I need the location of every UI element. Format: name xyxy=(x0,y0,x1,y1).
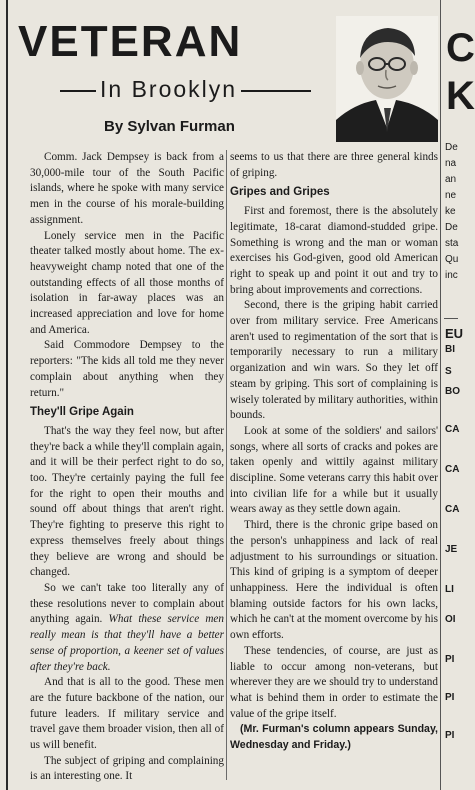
right-column-rule xyxy=(440,0,441,790)
adjacent-article-edge xyxy=(444,0,475,790)
column-credit: (Mr. Furman's column appears Sunday, Wednesday and Friday.) xyxy=(230,723,438,752)
adjacent-text-fragment: CA xyxy=(445,504,460,515)
adjacent-text-fragment: PI xyxy=(445,730,455,741)
paragraph: The subject of griping and complaining is an interesting one. It xyxy=(30,754,224,783)
adjacent-headline-glyph: K xyxy=(446,74,475,118)
paragraph: First and foremost, there is the absolutely legitimate, 18-carat diamond-studded gripe. Something is wrong and the man or woman exercises his God-given, good old American right to speak up and point it out and try to bring about improvements and corrections. xyxy=(230,205,438,296)
adjacent-text-fragment: De xyxy=(445,222,458,233)
paragraph: Look at some of the soldiers' and sailors' songs, where all sorts of cracks and pokes are taken openly and wittily against military discipline. Some veterans carry this habit over into civilian life for a while but it usually wears away as they settle down again. xyxy=(230,424,438,516)
paragraph: seems to us that there are three general kinds of griping. xyxy=(230,151,438,179)
byline: By Sylvan Furman xyxy=(104,118,235,135)
adjacent-text-fragment: CA xyxy=(445,424,460,435)
paragraph: That's the way they feel now, but after they're back a while they'll complain again, and it will be their perfect right to do so, too. They're certainly paying the full fee for the right to open their mouths and sound off about things that aren't right. They're fighting to preserve this right to express themselves freely about things they believe are wrong and should be changed. xyxy=(30,424,224,579)
adjacent-text-fragment: JE xyxy=(445,544,458,555)
paragraph: Said Commodore Dempsey to the reporters: "The kids all told me they never complain about anything when they return." xyxy=(30,339,224,399)
adjacent-text-fragment: PI xyxy=(445,692,455,703)
adjacent-text-fragment: EU xyxy=(445,326,464,341)
paragraph-text: So we can't take too literally any of these resolutions never to complain about anything again. xyxy=(30,581,224,626)
adjacent-text-fragment: an xyxy=(445,174,457,185)
adjacent-text-fragment: sta xyxy=(445,238,459,249)
paragraph: Third, there is the chronic gripe based on the person's unhappiness and lack of real adjustment to his surroundings or situation. This kind of griping is a symptom of deeper unhappiness. Here the individual is often blaming outside factors for his own lacks, which he can't at the moment overcome by his own efforts. xyxy=(230,519,438,642)
paragraph: And that is all to the good. These men are the future backbone of the nation, our future leaders. If military service and travel gave them broader vision, then all of us will benefit. xyxy=(30,676,224,752)
adjacent-text-fragment: ne xyxy=(445,190,457,201)
subhead xyxy=(60,76,311,103)
headline: VETERAN xyxy=(18,17,243,66)
adjacent-text-fragment: PI xyxy=(445,654,455,665)
paragraph: These tendencies, of course, are just as liable to occur among non-veterans, but wherever they are we should try to understand what is behind them in order to estimate the value of the gripe itself. xyxy=(230,644,438,720)
adjacent-text-fragment: S xyxy=(445,366,452,377)
paragraph xyxy=(30,581,224,675)
article-column-right xyxy=(230,150,438,754)
paragraph: Second, there is the griping habit carried over from military service. Free Americans aren't used to regimentation of the sort that is temporarily necessary to run a military organization and win wars. So they let off steam by griping. This sort of complaining is wisely tolerated by military authorities, within bounds. xyxy=(230,299,438,422)
adjacent-text-fragment: na xyxy=(445,158,457,169)
left-column-rule xyxy=(6,0,8,790)
adjacent-text-fragment: OI xyxy=(445,614,456,625)
paragraph: Comm. Jack Dempsey is back from a 30,000-mile tour of the South Pacific islands, where he spoke with many service men in the course of his morale-building assignment. xyxy=(30,151,224,226)
author-portrait xyxy=(336,16,438,142)
section-subhead: They'll Gripe Again xyxy=(30,406,134,419)
author-portrait-drawing xyxy=(336,16,438,142)
subhead-rule-right xyxy=(241,90,311,92)
adjacent-text-fragment: BI xyxy=(445,344,455,355)
adjacent-text-fragment: inc xyxy=(445,270,458,281)
section-subhead: Gripes and Gripes xyxy=(230,186,330,199)
adjacent-text-fragment: CA xyxy=(445,464,460,475)
adjacent-text-fragment: Qu xyxy=(445,254,459,265)
paragraph: Lonely service men in the Pacific theater talked mostly about home. The ex-heavyweight champ noted that one of the outstanding effects of all those months of isolation in far-away places was an increased appreciation and love for home and America. xyxy=(30,229,224,336)
adjacent-text-fragment: BO xyxy=(445,386,460,397)
adjacent-section-rule xyxy=(444,318,458,319)
adjacent-text-fragment: LI xyxy=(445,584,454,595)
adjacent-headline-glyph: C xyxy=(446,26,475,70)
adjacent-text-fragment: De xyxy=(445,142,458,153)
adjacent-text-fragment: ke xyxy=(445,206,456,217)
subhead-text: In Brooklyn xyxy=(100,76,238,102)
column-divider xyxy=(226,150,227,780)
paragraph-emphasis: What these service men really mean is that they'll have a better sense of proportion, a keener set of values after they're back. xyxy=(30,613,224,673)
article-column-left xyxy=(30,150,224,785)
subhead-rule-left xyxy=(60,90,96,92)
